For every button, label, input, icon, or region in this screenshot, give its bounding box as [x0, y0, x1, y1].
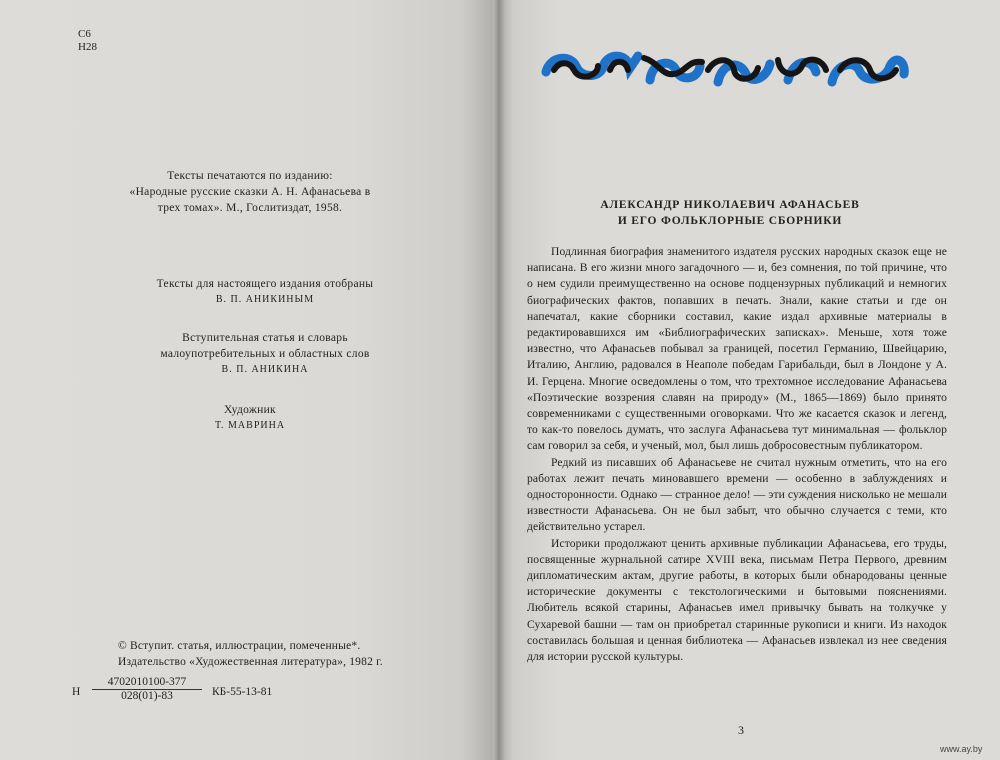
heading-line: АЛЕКСАНДР НИКОЛАЕВИЧ АФАНАСЬЕВ: [600, 199, 860, 211]
selection-credit: [110, 276, 420, 308]
credit-line: Тексты для настоящего издания отобраны: [156, 278, 374, 290]
artist-credit: [110, 402, 390, 434]
index-numerator: 4702010100-377: [92, 676, 202, 690]
index-fraction: [92, 676, 202, 702]
kb-code: КБ-55-13-81: [212, 686, 273, 698]
index-denominator: 028(01)-83: [121, 690, 173, 702]
code-line: Н28: [78, 41, 97, 53]
source-line: Тексты печатаются по изданию:: [167, 170, 333, 182]
credit-name: В. П. АНИКИНА: [221, 364, 309, 375]
copyright-line: Издательство «Художественная литература», 1982 г.: [118, 656, 383, 668]
credit-line: малоупотребительных и областных слов: [160, 348, 370, 360]
decorative-ornament-icon: [540, 40, 910, 96]
source-line: трех томах». М., Гослитиздат, 1958.: [157, 202, 343, 214]
paragraph: Редкий из писавших об Афанасьеве не считал нужным отметить, что на его работах лежит печать миновавшего времени — особенно в заблуждениях и односторонности. Однако — странное дело! — эти суждения нисколько не мешали известности Афанасьева. Он не был забыт, что обычно случается с теми, кто действительно устарел.: [527, 455, 948, 534]
code-line: С6: [78, 28, 91, 40]
credit-name: В. П. АНИКИНЫМ: [215, 294, 315, 305]
paragraph: Историки продолжают ценить архивные публикации Афанасьева, его труды, посвященные журнальной сатире XVIII века, письмам Петра Первого, древним дипломатическим актам, другие работы, в которых были обнародованы ценные исторические документы с текстологическими и бытовыми пояснениями. Любитель всякой старины, Афанасьев имел привычку бывать на толкучке у Сухаревой башни — там он приобретал старинные рукописи и книги. Из находок составилась большая и ценная библиотека — Афанасьев извлекал из нее сведения для истории русской культуры.: [527, 536, 947, 664]
paragraph: Подлинная биография знаменитого издателя русских народных сказок еще не написана. В его жизни много загадочного — и, без сомнения, по той причине, что о нем судили преимущественно на основе подцензурных публикаций и немногих биографических фактов, попавших в печать. Знали, какие статьи и где он напечатал, какие сборники составил, какие издал архивные материалы в редактировавшихся им «Библиографических записках». Меньше, хотя тоже известно, что Афанасьев побывал за границей, посетил Германию, Швейцарию, Италию, Англию, радовался в Неаполе победам Гарибальди, был в Лондоне у А. И. Герцена. Многие осведомлены о том, что трехтомное исследование Афанасьева «Поэтические воззрения славян на природу» (М., 1865—1869) было принято современниками с существенными оговорками. Что же касается сказок и легенд, то как-то повелось думать, что заслуга Афанасьева тут минимальная — фольклор сам говорил за себя, и ученый, мол, был лишь добросовестным публикатором.: [527, 245, 947, 453]
source-line: «Народные русские сказки А. Н. Афанасьева в: [129, 186, 371, 198]
copyright-line: © Вступит. статья, иллюстрации, помеченные*.: [118, 640, 361, 652]
index-letter: Н: [72, 686, 81, 698]
intro-credit: [110, 330, 420, 378]
watermark: www.ay.by: [940, 744, 983, 754]
heading-line: И ЕГО ФОЛЬКЛОРНЫЕ СБОРНИКИ: [617, 215, 843, 227]
source-edition-note: [110, 168, 390, 216]
credit-line: Вступительная статья и словарь: [182, 332, 348, 344]
credit-name: Т. МАВРИНА: [214, 420, 286, 431]
credit-line: Художник: [224, 404, 276, 416]
classification-code: [78, 28, 97, 54]
article-body: [527, 244, 947, 665]
chapter-heading: [540, 197, 920, 229]
page-number: 3: [738, 723, 744, 737]
book-gutter: [493, 0, 505, 760]
copyright-notice: [118, 638, 383, 670]
